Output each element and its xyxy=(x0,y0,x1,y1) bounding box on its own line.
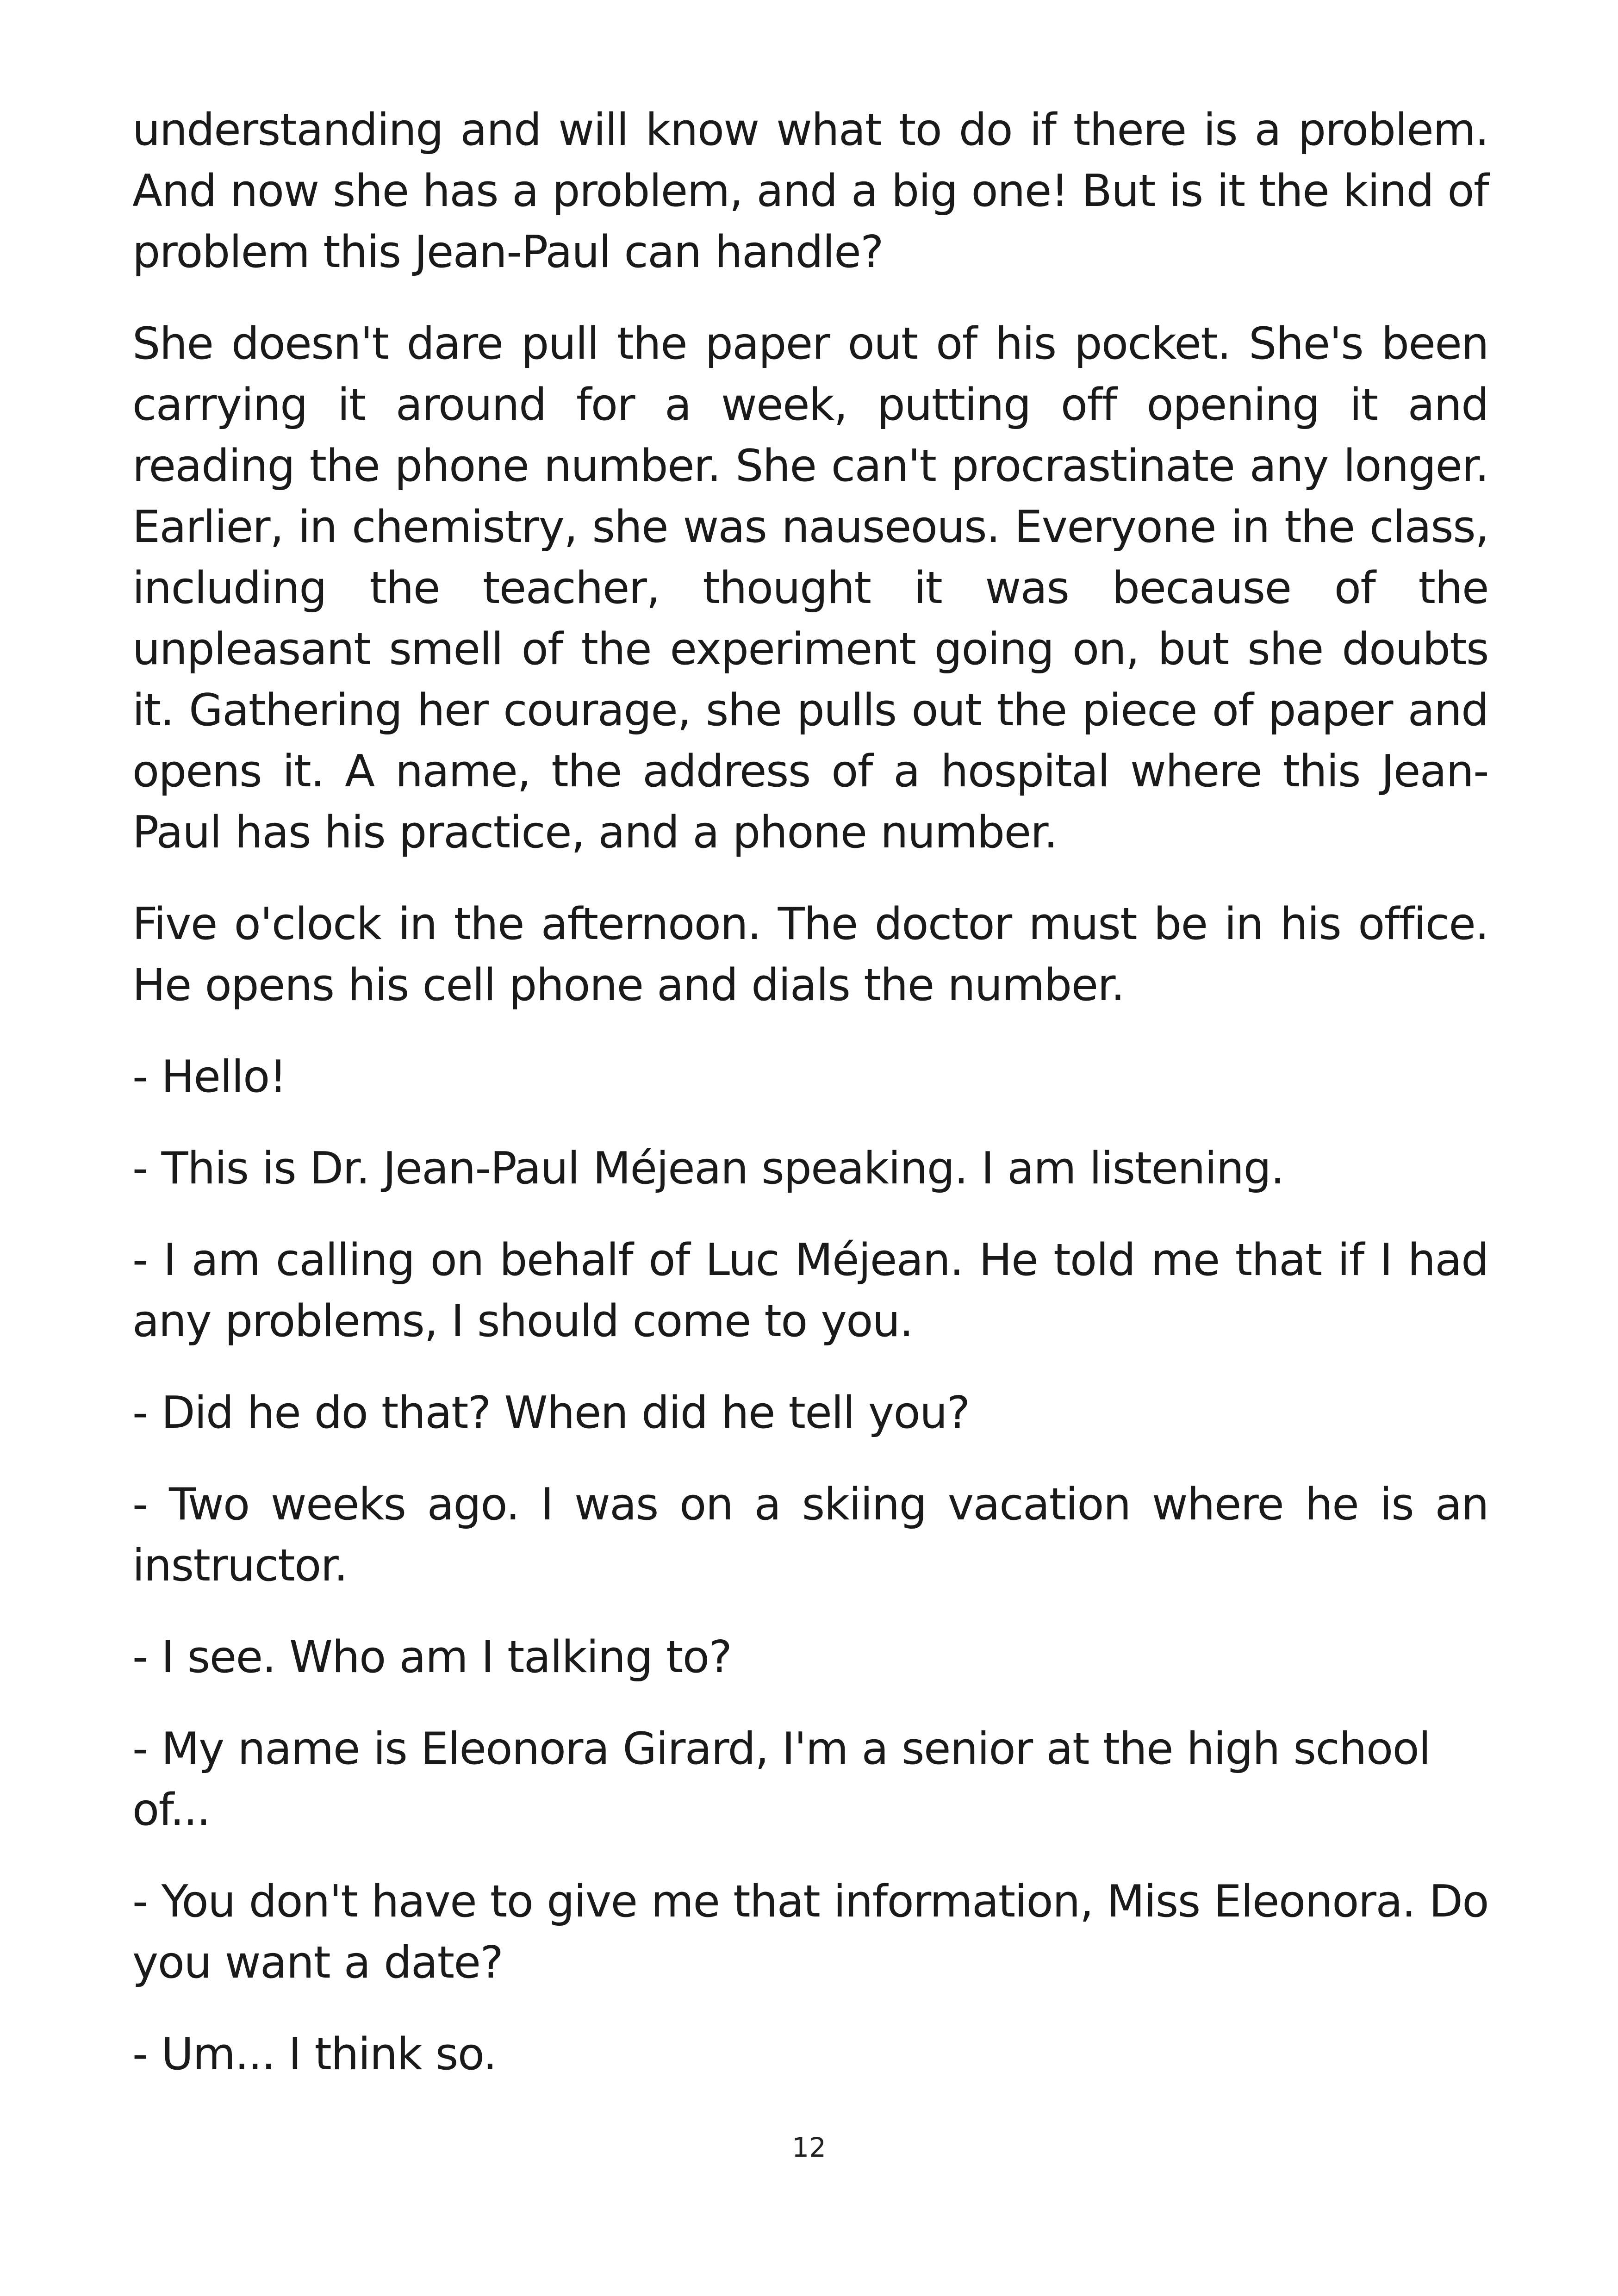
dialogue-line: - Um... I think so. xyxy=(132,2029,497,2080)
dialogue-line: - I am calling on behalf of Luc Méjean. He told me that if I had any problems, I should come to you. xyxy=(132,1235,1488,1347)
dialogue-line: - You don't have to give me that information, Miss Eleonora. Do you want a date? xyxy=(132,1876,1488,1988)
dialogue-line: - I see. Who am I talking to? xyxy=(132,1632,732,1683)
dialogue-line: - Did he do that? When did he tell you? xyxy=(132,1388,970,1438)
dialogue-line: - Hello! xyxy=(132,1052,286,1102)
paragraph-2: She doesn't dare pull the paper out of his pocket. She's been carrying it around for a week, putting off opening it and reading the phone number. She can't procrastinate any longer. Earlier, in chemistry, she was nauseous. Everyone in the class, including the teacher, thought it was because of the unpleasant smell of the experiment going on, but she doubts it. Gathering her courage, she pulls out the piece of paper and opens it. A name, the address of a hospital where this Jean-Paul has his practice, and a phone number. xyxy=(132,318,1488,858)
dialogue-line: - Two weeks ago. I was on a skiing vacation where he is an instructor. xyxy=(132,1479,1488,1591)
page-number: 12 xyxy=(792,2132,826,2163)
text-body xyxy=(132,100,1488,2116)
paragraph-1: understanding and will know what to do if there is a problem. And now she has a problem, and a big one! But is it the kind of problem this Jean-Paul can handle? xyxy=(132,105,1488,278)
paragraph-3: Five o'clock in the afternoon. The doctor must be in his office. He opens his cell phone and dials the number. xyxy=(132,899,1488,1011)
dialogue-line: - This is Dr. Jean-Paul Méjean speaking. I am listening. xyxy=(132,1143,1284,1194)
dialogue-line: - My name is Eleonora Girard, I'm a senior at the high school of... xyxy=(132,1724,1431,1836)
